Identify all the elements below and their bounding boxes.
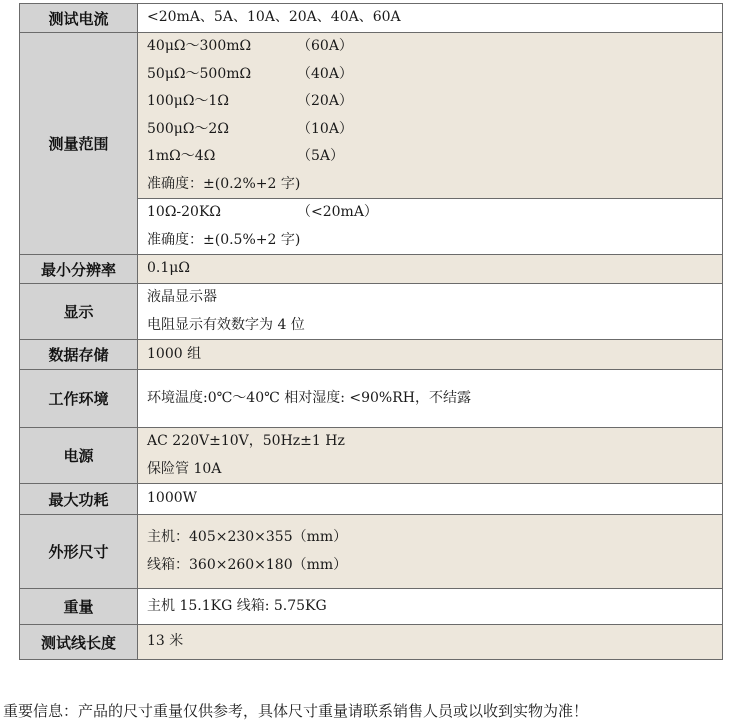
range-line: 100μΩ～1Ω （20A） bbox=[147, 93, 353, 109]
value-test-current: <20mA、5A、10A、20A、40A、60A bbox=[138, 4, 723, 33]
row-resolution bbox=[20, 255, 723, 284]
row-test-current bbox=[20, 4, 723, 33]
value-dimensions: 主机：405×230×355（mm） 线箱：360×260×180（mm） bbox=[138, 515, 723, 589]
row-weight bbox=[20, 589, 723, 625]
value-weight: 主机 15.1KG 线箱: 5.75KG bbox=[138, 589, 723, 625]
row-consumption bbox=[20, 484, 723, 515]
value-storage: 1000 组 bbox=[138, 340, 723, 370]
spec-table bbox=[19, 3, 723, 660]
value-range-group2 bbox=[138, 199, 723, 255]
range-line: 50μΩ～500mΩ （40A） bbox=[147, 65, 353, 82]
range-line: 40μΩ～300mΩ （60A） bbox=[147, 38, 353, 54]
accuracy-line: 准确度：±(0.2%+2 字) bbox=[147, 175, 301, 192]
label-power: 电源 bbox=[20, 428, 138, 484]
label-cable-length: 测试线长度 bbox=[20, 625, 138, 660]
accuracy-line: 准确度：±(0.5%+2 字) bbox=[147, 231, 301, 248]
label-dimensions: 外形尺寸 bbox=[20, 515, 138, 589]
label-weight: 重量 bbox=[20, 589, 138, 625]
row-range-1 bbox=[20, 33, 723, 199]
row-dimensions bbox=[20, 515, 723, 589]
value-power: AC 220V±10V，50Hz±1 Hz 保险管 10A bbox=[138, 428, 723, 484]
label-test-current: 测试电流 bbox=[20, 4, 138, 33]
range-line: 500μΩ～2Ω （10A） bbox=[147, 120, 353, 137]
label-consumption: 最大功耗 bbox=[20, 484, 138, 515]
row-storage bbox=[20, 340, 723, 370]
value-range-group1 bbox=[138, 33, 723, 199]
row-power bbox=[20, 428, 723, 484]
value-cable-length: 13 米 bbox=[138, 625, 723, 660]
range-line: 1mΩ～4Ω （5A） bbox=[147, 148, 345, 164]
label-display: 显示 bbox=[20, 284, 138, 340]
row-cable-length bbox=[20, 625, 723, 660]
range-line: 10Ω-20KΩ （<20mA） bbox=[147, 204, 378, 220]
label-environment: 工作环境 bbox=[20, 370, 138, 428]
row-environment bbox=[20, 370, 723, 428]
disclaimer-note: 重要信息：产品的尺寸重量仅供参考，具体尺寸重量请联系销售人员或以收到实物为准！ bbox=[3, 702, 589, 720]
value-resolution: 0.1μΩ bbox=[138, 255, 723, 284]
label-resolution: 最小分辨率 bbox=[20, 255, 138, 284]
value-display: 液晶显示器 电阻显示有效数字为 4 位 bbox=[138, 284, 723, 340]
value-environment: 环境温度:0℃～40℃ 相对湿度: <90%RH，不结露 bbox=[138, 370, 723, 428]
label-storage: 数据存储 bbox=[20, 340, 138, 370]
label-range: 测量范围 bbox=[20, 33, 138, 255]
value-consumption: 1000W bbox=[138, 484, 723, 515]
row-display bbox=[20, 284, 723, 340]
